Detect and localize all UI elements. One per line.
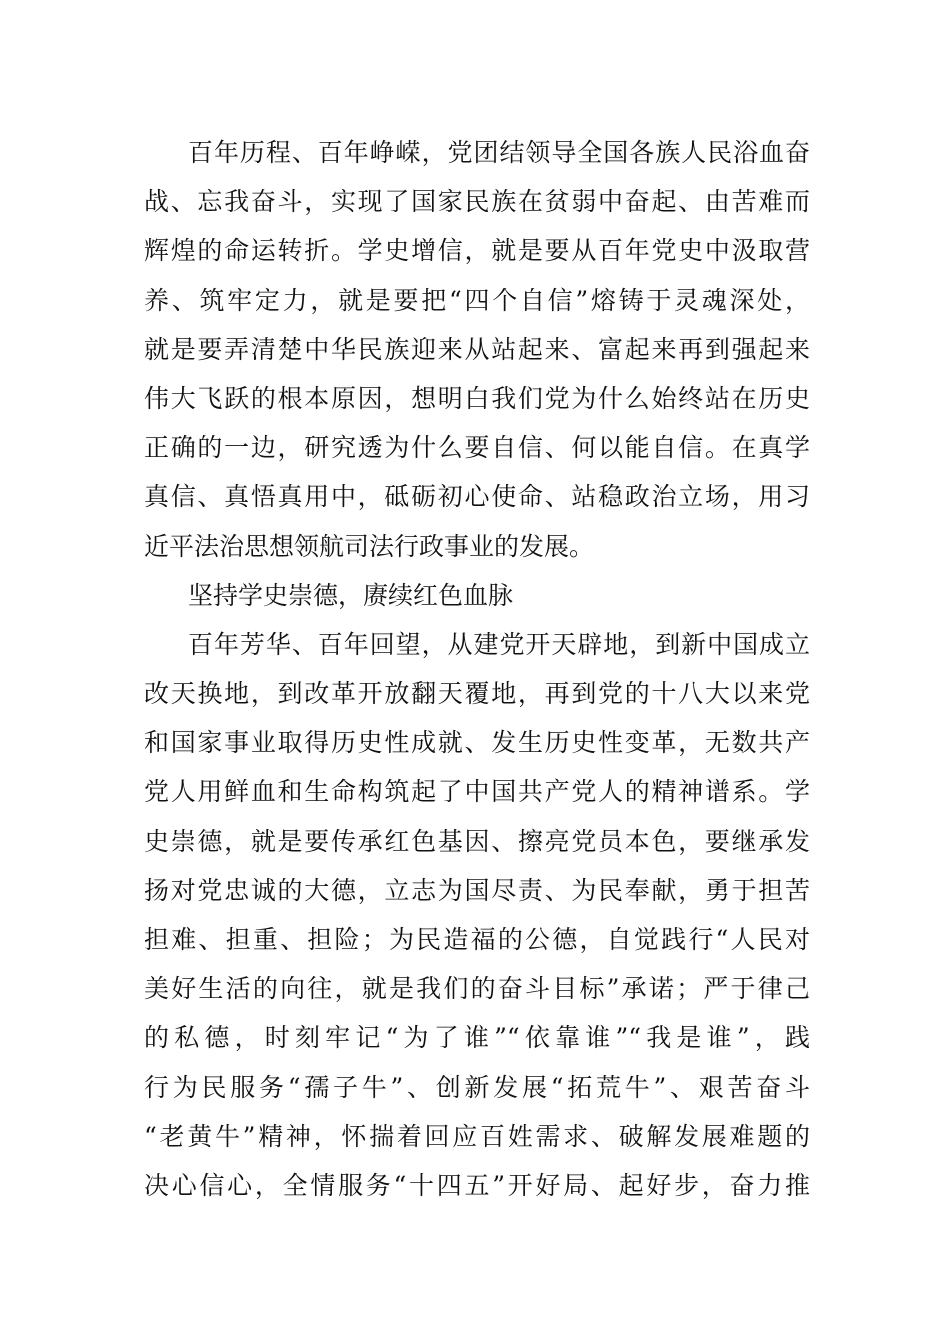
paragraph-1-line-5: 就是要弄清楚中华民族迎来从站起来、富起来再到强起来 [144,334,810,364]
paragraph-2-line-5: 史崇德，就是要传承红色基因、擦亮党员本色，要继承发 [144,826,810,856]
section-heading: 坚持学史崇德，赓续红色血脉 [188,580,514,610]
paragraph-2-line-11: “老黄牛”精神，怀揣着回应百姓需求、破解发展难题的 [144,1121,810,1151]
paragraph-1-line-1: 百年历程、百年峥嵘，党团结领导全国各族人民浴血奋 [188,138,810,167]
paragraph-2-line-8: 美好生活的向往，就是我们的奋斗目标”承诺；严于律己 [144,974,810,1004]
paragraph-2-line-1: 百年芳华、百年回望，从建党开天辟地，到新中国成立 [188,629,810,659]
document-body [144,128,810,1210]
paragraph-1-line-4: 养、筑牢定力，就是要把“四个自信”熔铸于灵魂深处， [144,285,810,315]
paragraph-2-line-4: 党人用鲜血和生命构筑起了中国共产党人的精神谱系。学 [144,777,810,807]
paragraph-2-line-2: 改天换地，到改革开放翻天覆地，再到党的十八大以来党 [144,679,810,709]
paragraph-1-line-3: 辉煌的命运转折。学史增信，就是要从百年党史中汲取营 [144,236,810,266]
paragraph-2-line-10: 行为民服务“孺子牛”、创新发展“拓荒牛”、艰苦奋斗 [144,1072,810,1102]
paragraph-1-line-7: 正确的一边，研究透为什么要自信、何以能自信。在真学 [144,433,810,463]
paragraph-2-line-12: 决心信心，全情服务“十四五”开好局、起好步，奋力推 [144,1170,810,1200]
paragraph-1-line-9: 近平法治思想领航司法行政事业的发展。 [144,531,595,561]
paragraph-1-line-8: 真信、真悟真用中，砥砺初心使命、站稳政治立场，用习 [144,482,810,512]
paragraph-2-line-9: 的私德，时刻牢记“为了谁”“依靠谁”“我是谁”，践 [144,1023,810,1053]
paragraph-1-line-2: 战、忘我奋斗，实现了国家民族在贫弱中奋起、由苦难而 [144,187,810,217]
paragraph-2-line-7: 担难、担重、担险；为民造福的公德，自觉践行“人民对 [144,925,810,954]
paragraph-1-line-6: 伟大飞跃的根本原因，想明白我们党为什么始终站在历史 [144,383,810,413]
paragraph-2-line-3: 和国家事业取得历史性成就、发生历史性变革，无数共产 [144,728,810,758]
paragraph-2-line-6: 扬对党忠诚的大德，立志为国尽责、为民奉献，勇于担苦 [144,875,810,905]
